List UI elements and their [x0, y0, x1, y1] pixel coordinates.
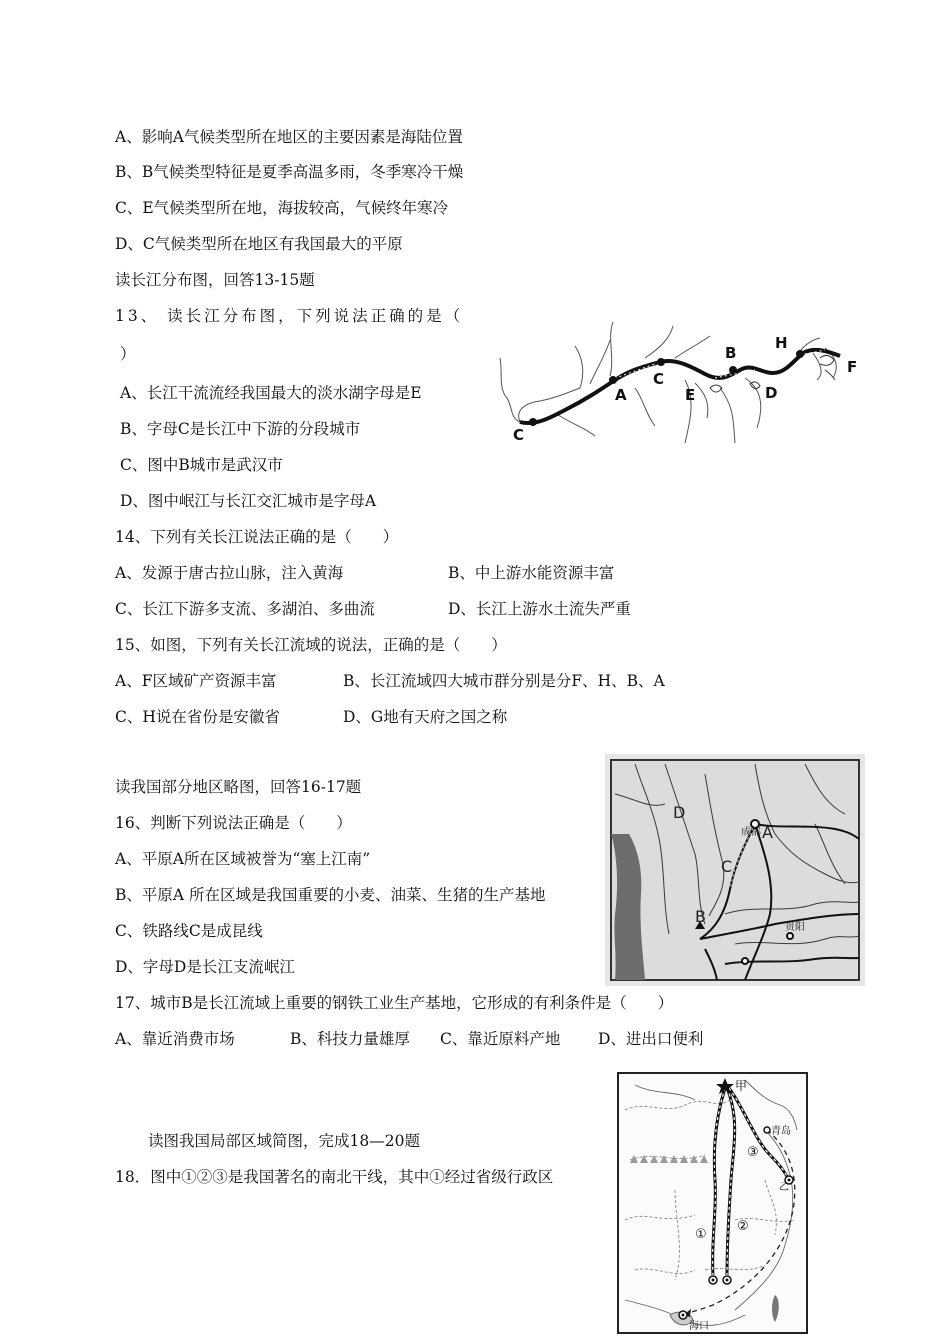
q17-option-d: D、进出口便利 — [598, 1030, 704, 1048]
q14-stem: 14、下列有关长江说法正确的是（ ） — [115, 528, 399, 546]
railway-lines-map — [615, 1070, 810, 1336]
map2-label-chengdu: 成都 — [741, 827, 761, 838]
q12-option-c: C、E气候类型所在地，海拔较高，气候终年寒冷 — [115, 199, 449, 217]
map-label-c-mid: C — [653, 370, 665, 388]
q12-option-a: A、影响A气候类型所在地区的主要因素是海陆位置 — [115, 128, 463, 146]
q14-option-c: C、长江下游多支流、多湖泊、多曲流 — [115, 600, 375, 618]
map-label-b: B — [725, 344, 737, 362]
q16-option-c: C、铁路线C是成昆线 — [115, 922, 263, 940]
intro-18-20: 读图我国局部区域简图，完成18—20题 — [148, 1132, 420, 1150]
map-label-e: E — [685, 386, 696, 404]
map-label-f: F — [847, 358, 858, 376]
map2-label-d: D — [673, 803, 686, 822]
intro-13-15: 读长江分布图，回答13-15题 — [115, 271, 315, 289]
q17-option-b: B、科技力量雄厚 — [290, 1030, 410, 1048]
map3-label-haikou: 海口 — [689, 1321, 709, 1332]
q17-option-c: C、靠近原料产地 — [440, 1030, 561, 1048]
q12-option-d: D、C气候类型所在地区有我国最大的平原 — [115, 235, 403, 253]
q13-stem: 13、 读长江分布图，下列说法正确的是（ — [115, 307, 464, 325]
q14-option-b: B、中上游水能资源丰富 — [448, 564, 615, 582]
intro-16-17: 读我国部分地区略图，回答16-17题 — [115, 778, 362, 796]
map3-label-line1: ① — [695, 1227, 707, 1242]
map2-label-c: C — [721, 857, 733, 876]
map3-label-jia: 甲 — [735, 1079, 748, 1093]
q13-option-d: D、图中岷江与长江交汇城市是字母A — [120, 492, 377, 510]
q18-stem: 18．图中①②③是我国著名的南北干线，其中①经过省级行政区 — [115, 1168, 554, 1186]
q13-option-b: B、字母C是长江中下游的分段城市 — [120, 420, 361, 438]
q17-stem: 17、城市B是长江流域上重要的钢铁工业生产基地，它形成的有利条件是（ ） — [115, 994, 674, 1012]
yangtze-river-map — [495, 318, 870, 458]
q13-option-a: A、长江干流流经我国最大的淡水湖字母是E — [120, 384, 422, 402]
q16-stem: 16、判断下列说法正确是（ ） — [115, 814, 352, 832]
q15-option-c: C、H说在省份是安徽省 — [115, 708, 280, 726]
q15-option-b: B、长江流域四大城市群分别是分F、H、B、A — [343, 672, 665, 690]
map3-label-qingdao: 青岛 — [771, 1126, 791, 1137]
q15-option-a: A、F区域矿产资源丰富 — [115, 672, 277, 690]
q14-option-d: D、长江上游水土流失严重 — [448, 600, 631, 618]
q16-option-b: B、平原A 所在区域是我国重要的小麦、油菜、生猪的生产基地 — [115, 886, 546, 904]
map2-label-guiyang: 贵阳 — [785, 922, 805, 933]
q13-option-c: C、图中B城市是武汉市 — [120, 456, 283, 474]
q13-stem-cont: ） — [120, 345, 136, 363]
q12-option-b: B、B气候类型特征是夏季高温多雨，冬季寒冷干燥 — [115, 163, 464, 181]
map3-label-line2: ② — [737, 1219, 749, 1234]
q17-option-a: A、靠近消费市场 — [115, 1030, 235, 1048]
map2-label-b: B — [695, 907, 706, 926]
map3-label-line3: ③ — [747, 1145, 759, 1160]
q15-stem: 15、如图，下列有关长江流域的说法，正确的是（ ） — [115, 636, 507, 654]
map-label-h: H — [775, 334, 788, 352]
q16-option-d: D、字母D是长江支流岷江 — [115, 958, 295, 976]
q15-option-d: D、G地有天府之国之称 — [343, 708, 508, 726]
map3-label-yi: 乙 — [779, 1182, 789, 1193]
map-label-c-west: C — [513, 426, 525, 444]
map-label-a: A — [615, 386, 627, 404]
map2-label-a: A — [762, 823, 773, 842]
sichuan-region-map — [605, 754, 865, 986]
q14-option-a: A、发源于唐古拉山脉，注入黄海 — [115, 564, 344, 582]
map-label-d: D — [765, 384, 778, 402]
q16-option-a: A、平原A所在区域被誉为“塞上江南” — [115, 850, 371, 868]
